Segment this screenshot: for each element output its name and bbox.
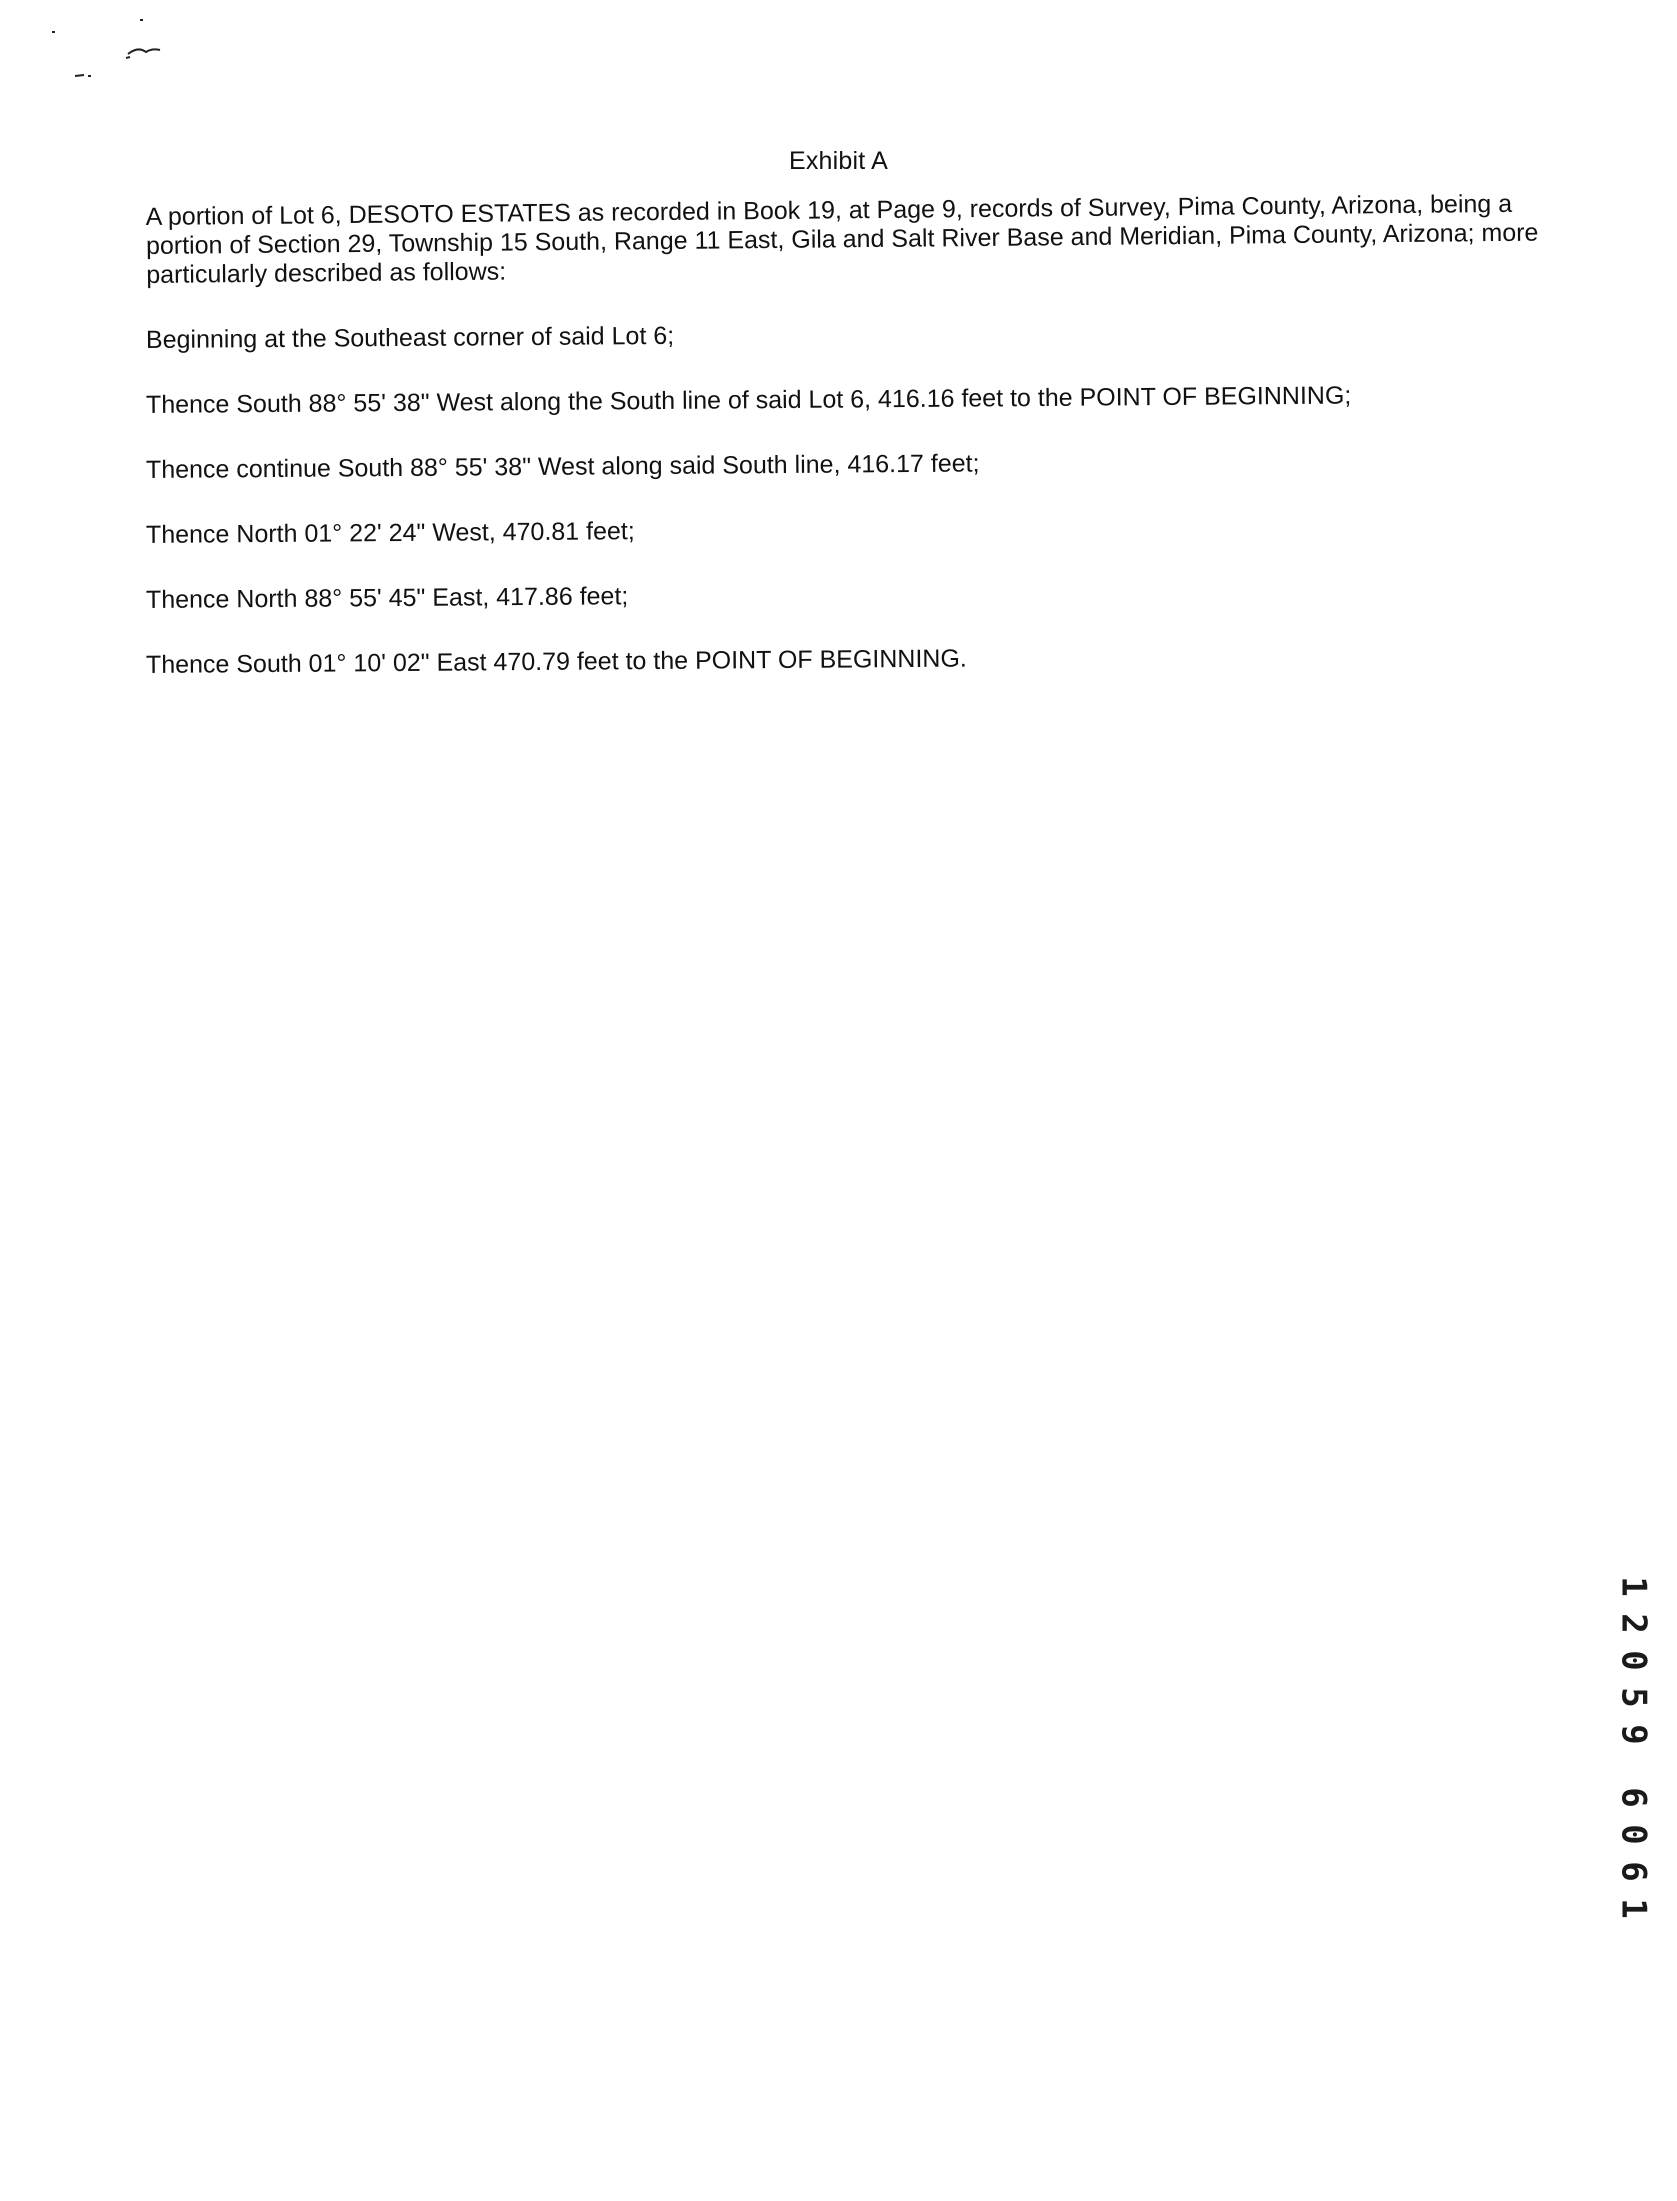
stamp-digit: 5 xyxy=(1613,1687,1654,1708)
intro-paragraph: A portion of Lot 6, DESOTO ESTATES as recorded in Book 19, at Page 9, records of Survey, Pima County, Arizona, being a portion of Section 29, Township 15 South, Range 11 East, Gila and Salt River Base and Meridian, Pima County, Arizona; more particularly described as follows: xyxy=(145,189,1546,289)
course-paragraph-1: Thence South 88° 55' 38" West along the South line of said Lot 6, 416.16 feet to the POINT OF BEGINNING; xyxy=(145,381,1352,419)
stamp-digit: 6 xyxy=(1613,1787,1654,1808)
course-paragraph-3: Thence North 01° 22' 24" West, 470.81 feet; xyxy=(145,517,635,549)
stamp-digit: 0 xyxy=(1613,1650,1654,1671)
course-paragraph-2: Thence continue South 88° 55' 38" West along said South line, 416.17 feet; xyxy=(145,449,980,484)
course-paragraph-5: Thence South 01° 10' 02" East 470.79 feet to the POINT OF BEGINNING. xyxy=(145,644,967,679)
recording-number-stamp xyxy=(1613,1568,1653,1927)
stamp-digit: 9 xyxy=(1613,1724,1654,1745)
legal-description xyxy=(145,189,1566,716)
stamp-digit: 1 xyxy=(1613,1576,1654,1597)
exhibit-title: Exhibit A xyxy=(788,147,889,175)
course-paragraph-4: Thence North 88° 55' 45" East, 417.86 feet; xyxy=(145,582,629,614)
stamp-digit: 2 xyxy=(1613,1613,1654,1634)
stamp-digit: 0 xyxy=(1613,1824,1654,1845)
stamp-digit: 6 xyxy=(1613,1861,1654,1882)
scan-artifact-marks xyxy=(40,14,190,84)
stamp-digit: 1 xyxy=(1613,1898,1654,1919)
beginning-paragraph: Beginning at the Southeast corner of said Lot 6; xyxy=(145,321,675,354)
